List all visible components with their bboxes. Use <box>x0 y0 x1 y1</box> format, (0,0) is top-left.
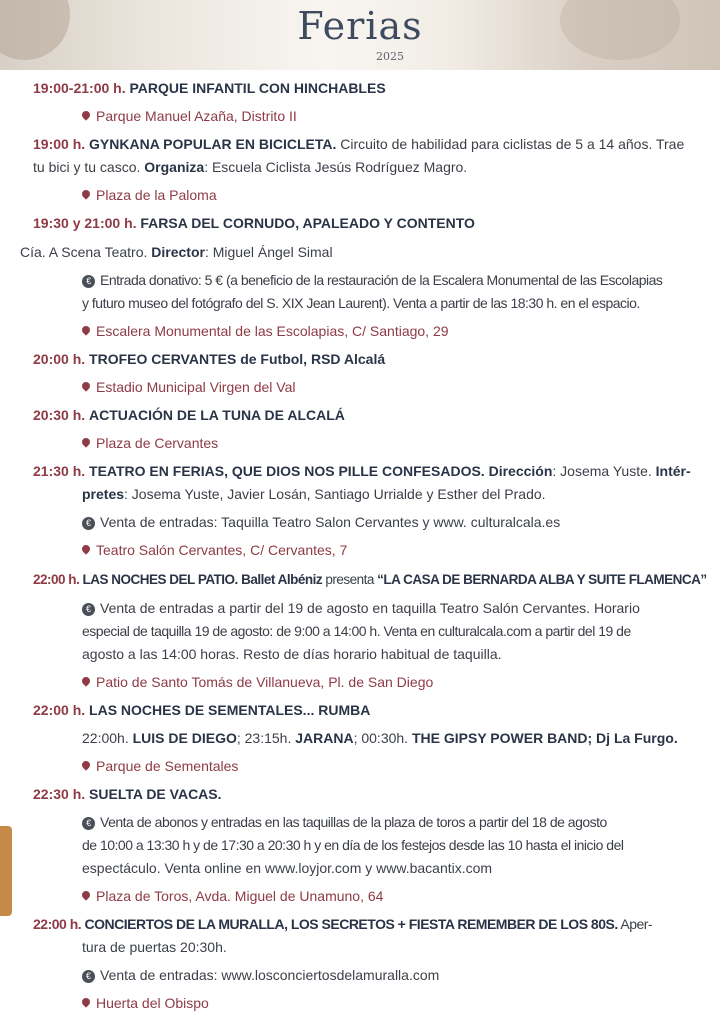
event-name: CONCIERTOS DE LA MURALLA, LOS SECRETOS + FIESTA REMEMBER DE LOS 80S. <box>84 916 618 932</box>
company-text: Ballet Albéniz <box>241 572 323 587</box>
event-description: Aper- <box>620 916 653 932</box>
event-time: 22:00 h. <box>33 572 80 587</box>
event-location <box>82 671 433 694</box>
lineup-time: ; 00:30h. <box>353 730 409 746</box>
info-text: agosto a las 14:00 horas. Resto de días horario habitual de taquilla. <box>82 646 502 662</box>
event-heading <box>33 212 475 235</box>
brand-title: Ferias <box>297 4 423 48</box>
event-heading <box>33 783 222 806</box>
presents-text: presenta <box>325 572 374 587</box>
event-location <box>82 755 238 778</box>
event-description <box>82 727 678 750</box>
location-pin-icon <box>80 436 91 447</box>
location-text: Parque de Sementales <box>96 758 239 774</box>
event-time: 22:30 h. <box>33 786 86 802</box>
location-text: Plaza de Cervantes <box>96 435 219 451</box>
event-heading <box>33 913 652 936</box>
director-text: : Miguel Ángel Simal <box>204 244 333 260</box>
event-heading <box>33 568 707 591</box>
event-name: GYNKANA POPULAR EN BICICLETA. <box>89 136 337 152</box>
info-text: Entrada donativo: 5 € (a beneficio de la restauración de la Escalera Monumental de las Escolapias <box>100 272 663 288</box>
event-info <box>82 643 502 666</box>
lineup-time: ; 23:15h. <box>236 730 292 746</box>
performers-label: Intér- <box>655 463 691 479</box>
euro-icon: € <box>82 817 95 830</box>
event-time: 21:30 h. <box>33 463 86 479</box>
event-name: LAS NOCHES DE SEMENTALES... RUMBA <box>89 702 371 718</box>
info-text: Venta de entradas a partir del 19 de agosto en taquilla Teatro Salón Cervantes. Horario <box>100 600 640 616</box>
location-text: Escalera Monumental de las Escolapias, C/ Santiago, 29 <box>96 323 449 339</box>
direction-label: Dirección <box>488 463 553 479</box>
location-text: Huerta del Obispo <box>96 995 209 1011</box>
event-time: 19:30 y 21:00 h. <box>33 215 137 231</box>
event-info <box>82 511 560 534</box>
location-text: Plaza de Toros, Avda. Miguel de Unamuno, 64 <box>96 888 384 904</box>
lineup-time: 22:00h. <box>82 730 129 746</box>
location-pin-icon <box>80 759 91 770</box>
event-location <box>82 432 218 455</box>
info-text: Venta de entradas: Taquilla Teatro Salon Cervantes y www. culturalcala.es <box>100 514 561 530</box>
performers-label: pretes <box>82 486 125 502</box>
event-time: 20:30 h. <box>33 407 86 423</box>
location-text: Parque Manuel Azaña, Distrito II <box>96 108 297 124</box>
event-info <box>82 811 607 834</box>
location-pin-icon <box>80 675 91 686</box>
brand-year: 2025 <box>376 50 404 63</box>
location-text: Plaza de la Paloma <box>96 187 217 203</box>
location-pin-icon <box>80 543 91 554</box>
event-name: LAS NOCHES DEL PATIO. <box>82 572 238 587</box>
event-heading <box>33 699 370 722</box>
event-heading <box>33 348 385 371</box>
location-pin-icon <box>80 996 91 1007</box>
euro-icon: € <box>82 970 95 983</box>
event-info <box>82 292 640 315</box>
event-info <box>82 964 439 987</box>
side-day-tab <box>0 826 12 916</box>
info-text: Venta de entradas: www.losconciertosdelamuralla.com <box>100 967 440 983</box>
event-name: TEATRO EN FERIAS, QUE DIOS NOS PILLE CONFESADOS. <box>89 463 485 479</box>
event-location <box>82 184 217 207</box>
lineup-artist: LUIS DE DIEGO <box>132 730 237 746</box>
location-text: Teatro Salón Cervantes, C/ Cervantes, 7 <box>96 542 348 558</box>
location-pin-icon <box>80 324 91 335</box>
organizer-text: : Escuela Ciclista Jesús Rodríguez Magro. <box>204 159 468 175</box>
event-location <box>82 539 347 562</box>
info-text: especial de taquilla 19 de agosto: de 9:00 a 14:00 h. Venta en culturalcala.com a partir del 19 de <box>82 623 631 639</box>
event-name: FARSA DEL CORNUDO, APALEADO Y CONTENTO <box>140 215 475 231</box>
event-info <box>82 834 623 857</box>
location-text: Estadio Municipal Virgen del Val <box>96 379 296 395</box>
lineup-artist: THE GIPSY POWER BAND; Dj La Furgo. <box>411 730 678 746</box>
lineup-artist: JARANA <box>295 730 354 746</box>
direction-text: : Josema Yuste. <box>552 463 652 479</box>
event-description <box>82 483 546 506</box>
location-pin-icon <box>80 109 91 120</box>
show-title: “LA CASA DE BERNARDA ALBA Y SUITE FLAMENCA” <box>377 572 707 587</box>
header-banner <box>0 0 720 70</box>
event-location <box>82 992 209 1015</box>
info-text: y futuro museo del fotógrafo del S. XIX Jean Laurent). Venta a partir de las 18:30 h. en el espacio. <box>82 295 640 311</box>
info-text: de 10:00 a 13:30 h y de 17:30 a 20:30 h y en día de los festejos desde las 10 hasta el inicio del <box>82 837 624 853</box>
description-text: tura de puertas 20:30h. <box>82 939 227 955</box>
event-heading <box>33 77 386 100</box>
event-info <box>82 269 662 292</box>
euro-icon: € <box>82 275 95 288</box>
event-location <box>82 376 296 399</box>
euro-icon: € <box>82 603 95 616</box>
location-text: Patio de Santo Tomás de Villanueva, Pl. de San Diego <box>96 674 434 690</box>
event-name: TROFEO CERVANTES de Futbol, RSD Alcalá <box>89 351 386 367</box>
director-label: Director <box>151 244 205 260</box>
event-location <box>82 105 297 128</box>
event-description <box>82 936 227 959</box>
info-text: Venta de abonos y entradas en las taquillas de la plaza de toros a partir del 18 de agosto <box>100 814 607 830</box>
event-description <box>33 156 467 179</box>
event-heading <box>33 460 691 483</box>
event-time: 19:00 h. <box>33 136 86 152</box>
performers-text: : Josema Yuste, Javier Losán, Santiago Urrialde y Esther del Prado. <box>124 486 546 502</box>
event-name: PARQUE INFANTIL CON HINCHABLES <box>129 80 386 96</box>
location-pin-icon <box>80 889 91 900</box>
event-time: 22:00 h. <box>33 916 82 932</box>
description-text: tu bici y tu casco. <box>33 159 141 175</box>
location-pin-icon <box>80 188 91 199</box>
event-location <box>82 885 383 908</box>
event-description <box>20 241 333 264</box>
event-time: 20:00 h. <box>33 351 86 367</box>
event-location <box>82 320 449 343</box>
euro-icon: € <box>82 517 95 530</box>
event-name: SUELTA DE VACAS. <box>89 786 222 802</box>
event-time: 22:00 h. <box>33 702 86 718</box>
info-text: espectáculo. Venta online en www.loyjor.com y www.bacantix.com <box>82 860 493 876</box>
location-pin-icon <box>80 380 91 391</box>
event-name: ACTUACIÓN DE LA TUNA DE ALCALÁ <box>89 407 345 423</box>
event-info <box>82 620 631 643</box>
event-heading <box>33 133 684 156</box>
company-text: Cía. A Scena Teatro. <box>20 244 148 260</box>
event-description: Circuito de habilidad para ciclistas de 5 a 14 años. Trae <box>340 136 685 152</box>
event-info <box>82 597 640 620</box>
event-time: 19:00-21:00 h. <box>33 80 126 96</box>
organizer-label: Organiza <box>144 159 205 175</box>
event-heading <box>33 404 345 427</box>
event-info <box>82 857 492 880</box>
